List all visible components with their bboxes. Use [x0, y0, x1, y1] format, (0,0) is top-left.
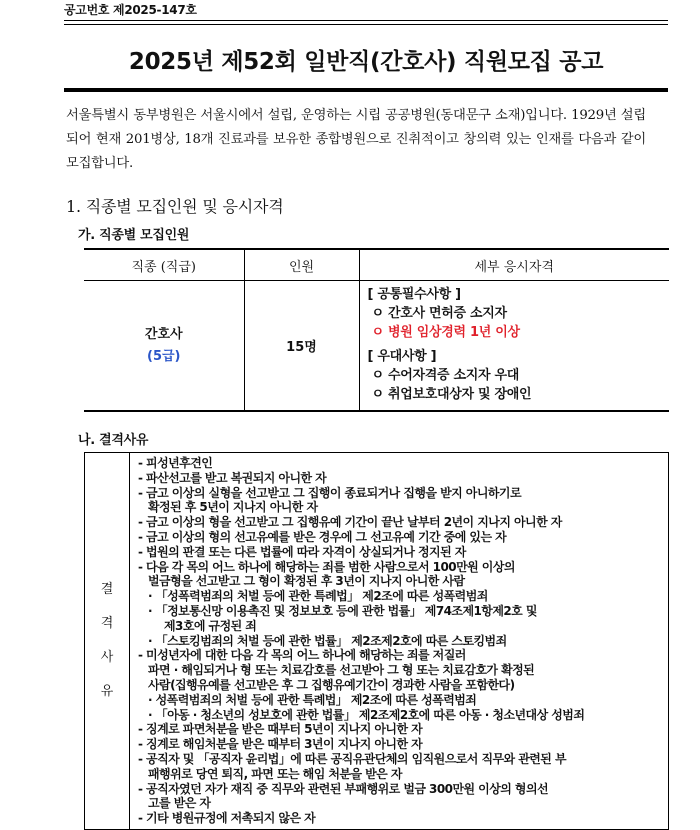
disq-line: 사람(집행유예를 선고받은 후 그 집행유예기간이 경과한 사람을 포함한다)	[148, 677, 515, 692]
disq-line: - 피성년후견인	[138, 456, 213, 470]
common-item-experience: ㅇ 병원 임상경력 1년 이상	[371, 325, 520, 340]
common-item-license: ㅇ 간호사 면허증 소지자	[371, 306, 507, 321]
header-count: 인원	[244, 249, 359, 281]
disq-line: 파면 · 해임되거나 형 또는 치료감호를 선고받아 그 형 또는 치료감호가 확정된	[148, 663, 535, 678]
disq-line: - 금고 이상의 실형을 선고받고 그 집행이 종료되거나 집행을 받지 아니하기로	[138, 485, 522, 500]
count-cell: 15명	[244, 281, 359, 412]
disq-line: 확정된 후 5년이 지나지 아니한 자	[148, 500, 318, 515]
disqualification-row	[85, 453, 669, 830]
disq-line: · 「아동 · 청소년의 성보호에 관한 법률」 제2조제2호에 따른 아동 · 청소년대상 성범죄	[148, 707, 585, 722]
disq-line: - 미성년자에 대한 다음 각 목의 어느 하나에 해당하는 죄를 저질러	[138, 648, 466, 663]
recruit-table	[84, 248, 669, 412]
pref-item-protected: ㅇ 취업보호대상자 및 장애인	[371, 387, 532, 402]
header-rank: 직종 (직급)	[84, 249, 244, 281]
rank-cell	[84, 281, 244, 412]
disq-line: - 금고 이상의 형을 선고받고 그 집행유예 기간이 끝난 날부터 2년이 지나지 아니한 자	[138, 515, 562, 530]
label-char: 결	[100, 581, 114, 597]
disq-line: · 성폭력범죄의 처벌 등에 관한 특례법」 제2조에 따른 성폭력범죄	[148, 692, 477, 707]
disq-line: - 금고 이상의 형의 선고유예를 받은 경우에 그 선고유예 기간 중에 있는 자	[138, 529, 507, 544]
recruit-header-row	[84, 249, 669, 281]
header-detail: 세부 응시자격	[359, 249, 669, 281]
page-title: 2025년 제52회 일반직(간호사) 직원모집 공고	[128, 49, 604, 75]
detail-cell	[359, 281, 669, 412]
label-char: 유	[100, 683, 114, 699]
disq-line: - 다음 각 목의 어느 하나에 해당하는 죄를 범한 사람으로서 100만원 이상의	[138, 559, 515, 574]
disqualification-label	[85, 453, 130, 830]
disqualification-table	[84, 452, 669, 830]
disq-line: - 기타 병원규정에 저촉되지 않은 자	[138, 811, 316, 826]
pref-title: [ 우대사항 ]	[367, 349, 437, 364]
disq-line: - 공직자 및 「공직자 윤리법」에 따른 공직유관단체의 임직원으로서 직무와 관련된 부	[138, 751, 566, 766]
disq-line: 벌금형을 선고받고 그 형이 확정된 후 3년이 지나지 아니한 사람	[148, 574, 465, 589]
disq-line: 패행위로 당연 퇴직, 파면 또는 해임 처분을 받은 자	[148, 766, 402, 781]
rank-name: 간호사	[144, 326, 183, 342]
section-1-heading: 1. 직종별 모집인원 및 응시자격	[66, 197, 284, 216]
disq-line: 고를 받은 자	[148, 796, 211, 811]
intro-paragraph: 서울특별시 동부병원은 서울시에서 설립, 운영하는 시립 공공병원(동대문구 소재)입니다. 1929년 설립되어 현재 201병상, 18개 진료과를 보유한 종합병원으로 진취적이고 창의력 있는 인재를 다음과 같이 모집합니다.	[66, 108, 646, 171]
disq-line: · 「성폭력범죄의 처벌 등에 관한 특례법」 제2조에 따른 성폭력범죄	[148, 589, 488, 604]
common-title: [ 공통필수사항 ]	[367, 287, 461, 302]
disq-line: 제3호에 규정된 죄	[164, 618, 257, 633]
disq-line: - 법원의 판결 또는 다른 법률에 따라 자격이 상실되거나 정지된 자	[138, 544, 466, 559]
disq-line: · 「스토킹범죄의 처벌 등에 관한 법률」 제2조제2호에 따른 스토킹범죄	[148, 633, 507, 648]
label-char: 사	[100, 649, 114, 665]
disq-line: - 징계로 해임처분을 받은 때부터 3년이 지나지 아니한 자	[138, 737, 423, 752]
rank-grade: (5급)	[147, 348, 181, 364]
subsection-a-heading: 가. 직종별 모집인원	[78, 228, 190, 243]
disq-line: - 징계로 파면처분을 받은 때부터 5년이 지나지 아니한 자	[138, 722, 423, 737]
title-top-rule	[64, 20, 668, 21]
label-char: 격	[100, 615, 114, 631]
disq-line: - 공직자였던 자가 재직 중 직무와 관련된 부패행위로 벌금 300만원 이상의 형의선	[138, 781, 549, 796]
subsection-b-heading: 나. 결격사유	[78, 433, 149, 448]
title-bottom-rule	[64, 88, 668, 92]
notice-number: 공고번호 제2025-147호	[64, 3, 197, 17]
disqualification-content	[130, 453, 669, 830]
disq-line: · 「정보통신망 이용촉진 및 정보보호 등에 관한 법률」 제74조제1항제2호 및	[148, 603, 537, 618]
title-top-rule-thin	[64, 24, 668, 25]
recruit-row	[84, 281, 669, 412]
disq-line: - 파산선고를 받고 복권되지 아니한 자	[138, 470, 327, 485]
pref-item-sign-language: ㅇ 수어자격증 소지자 우대	[371, 368, 520, 383]
